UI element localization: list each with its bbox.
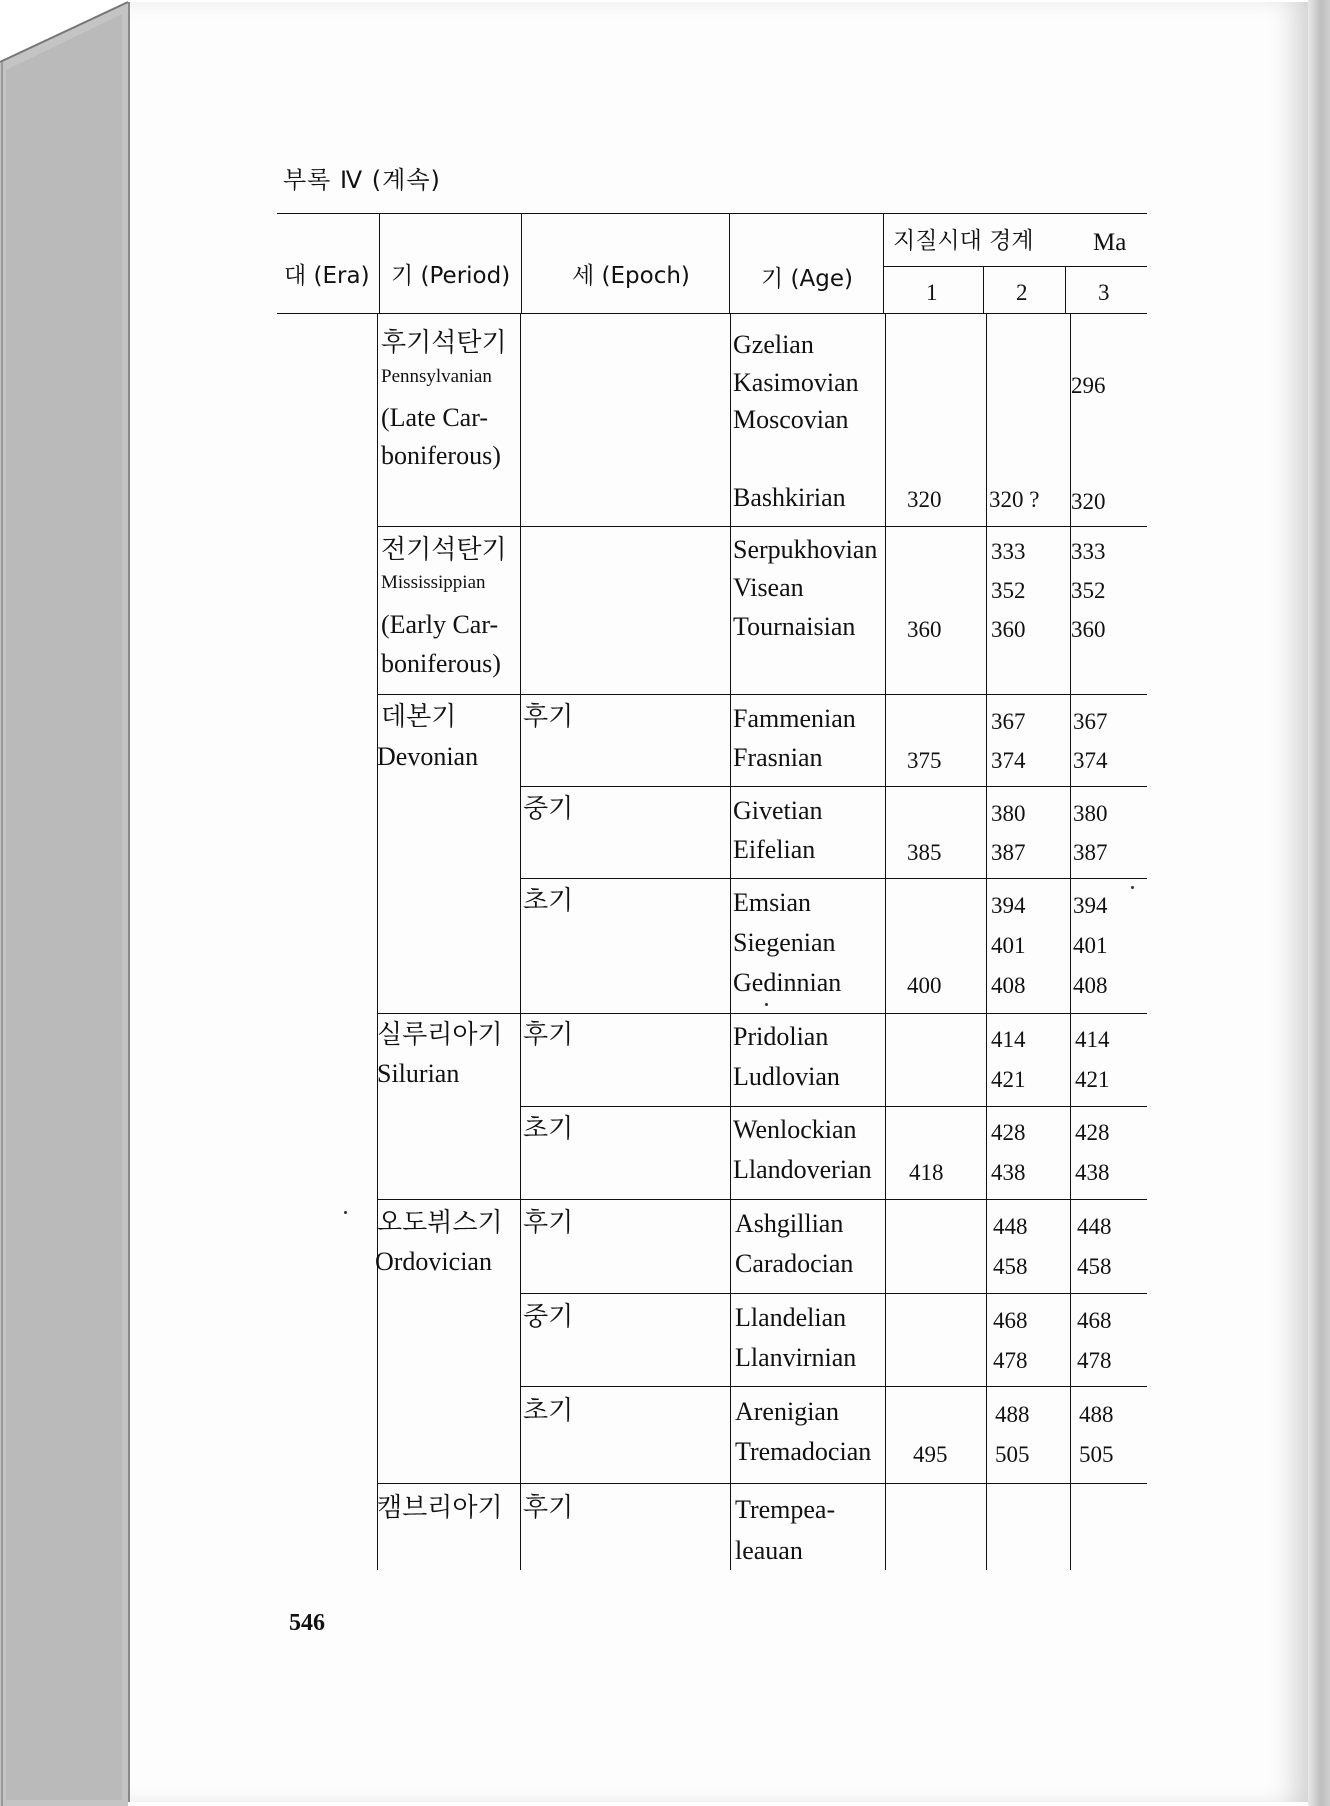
value-cell: 360: [991, 617, 1026, 642]
value-cell: 360: [1071, 617, 1106, 642]
value-cell: 385: [907, 840, 942, 865]
value-cell: 401: [1073, 933, 1108, 958]
age-emsian: Emsian: [733, 888, 811, 917]
value-cell: 360: [907, 617, 942, 642]
value-cell: 468: [993, 1308, 1028, 1333]
value-cell: 414: [1075, 1027, 1110, 1052]
value-cell: 367: [991, 709, 1026, 734]
period-early-carb-ko: 전기석탄기: [381, 535, 507, 565]
value-cell: 438: [1075, 1160, 1110, 1185]
value-cell: 458: [993, 1254, 1028, 1279]
value-cell: 478: [993, 1348, 1028, 1373]
value-cell: 387: [1073, 840, 1108, 865]
page-heading: 부록 Ⅳ (계속): [283, 166, 441, 194]
age-ludlovian: Ludlovian: [733, 1062, 840, 1091]
period-early-carb-paren1: (Early Car-: [381, 610, 499, 639]
age-bashkirian: Bashkirian: [733, 483, 846, 512]
value-cell: 505: [995, 1442, 1030, 1467]
header-epoch: 세 (Epoch): [572, 263, 690, 289]
period-cambrian-ko: 캠브리아기: [377, 1493, 503, 1523]
value-cell: 387: [991, 840, 1026, 865]
epoch-devonian-late: 후기: [523, 702, 574, 732]
value-cell: 320: [1071, 489, 1106, 514]
value-cell: 400: [907, 973, 942, 998]
page-edge-shadow: [1308, 0, 1330, 1806]
value-cell: 428: [1075, 1120, 1110, 1145]
epoch-ordovician-middle: 중기: [523, 1302, 574, 1332]
value-cell: 408: [1073, 973, 1108, 998]
value-cell: 478: [1077, 1348, 1112, 1373]
value-cell: 421: [991, 1067, 1026, 1092]
header-ma: Ma: [1093, 229, 1127, 256]
value-cell: 495: [913, 1442, 948, 1467]
age-arenigian: Arenigian: [735, 1397, 839, 1426]
age-eifelian: Eifelian: [733, 835, 816, 864]
header-boundary: 지질시대 경계: [893, 228, 1034, 254]
speck: [1131, 886, 1134, 889]
value-cell: 352: [991, 578, 1026, 603]
age-wenlockian: Wenlockian: [733, 1115, 857, 1144]
value-cell: 320: [907, 487, 942, 512]
period-ordovician-ko: 오도뷔스기: [377, 1208, 503, 1238]
value-cell: 428: [991, 1120, 1026, 1145]
value-cell: 488: [1079, 1402, 1114, 1427]
age-gedinnian: Gedinnian: [733, 968, 842, 997]
value-cell: 367: [1073, 709, 1108, 734]
age-pridolian: Pridolian: [733, 1022, 829, 1051]
header-age: 기 (Age): [761, 266, 853, 292]
value-cell: 352: [1071, 578, 1106, 603]
period-silurian-en: Silurian: [377, 1059, 460, 1088]
value-cell: 374: [1073, 748, 1108, 773]
value-cell: 375: [907, 748, 942, 773]
age-kasimovian: Kasimovian: [733, 368, 859, 397]
speck: [765, 1003, 768, 1006]
age-trempea-1: Trempea-: [735, 1495, 836, 1524]
value-cell: 414: [991, 1027, 1026, 1052]
value-cell: 408: [991, 973, 1026, 998]
age-llandoverian: Llandoverian: [733, 1155, 872, 1184]
age-frasnian: Frasnian: [733, 743, 823, 772]
age-tremadocian: Tremadocian: [735, 1437, 872, 1466]
period-late-carb-paren1: (Late Car-: [381, 403, 489, 432]
period-devonian-ko: 데본기: [381, 702, 457, 732]
value-cell: 374: [991, 748, 1026, 773]
period-ordovician-en: Ordovician: [375, 1247, 492, 1276]
epoch-silurian-late: 후기: [523, 1020, 574, 1050]
age-ashgillian: Ashgillian: [735, 1209, 844, 1238]
value-cell: 380: [1073, 801, 1108, 826]
value-cell: 394: [1073, 893, 1108, 918]
age-tournaisian: Tournaisian: [733, 612, 856, 641]
value-cell: 505: [1079, 1442, 1114, 1467]
header-period: 기 (Period): [391, 263, 511, 289]
age-siegenian: Siegenian: [733, 928, 836, 957]
page-number: 546: [289, 1610, 325, 1636]
value-cell: 421: [1075, 1067, 1110, 1092]
epoch-devonian-middle: 중기: [523, 794, 574, 824]
epoch-silurian-early: 초기: [523, 1114, 574, 1144]
period-devonian-en: Devonian: [377, 742, 479, 771]
epoch-devonian-early: 초기: [523, 886, 574, 916]
header-col3: 3: [1098, 280, 1110, 305]
value-cell: 418: [909, 1160, 944, 1185]
age-givetian: Givetian: [733, 796, 823, 825]
value-cell: 448: [1077, 1214, 1112, 1239]
value-cell: 380: [991, 801, 1026, 826]
value-cell: 458: [1077, 1254, 1112, 1279]
period-early-carb-paren2: boniferous): [381, 649, 501, 678]
age-fammenian: Fammenian: [733, 704, 856, 733]
period-silurian-ko: 실루리아기: [377, 1020, 503, 1050]
value-cell: 488: [995, 1402, 1030, 1427]
period-early-carb-en: Mississippian: [381, 572, 486, 593]
value-cell: 401: [991, 933, 1026, 958]
value-cell: 448: [993, 1214, 1028, 1239]
value-cell: 333: [991, 539, 1026, 564]
age-gzelian: Gzelian: [733, 330, 814, 359]
value-cell: 394: [991, 893, 1026, 918]
age-llanvirnian: Llanvirnian: [735, 1343, 857, 1372]
epoch-cambrian-late: 후기: [523, 1493, 574, 1523]
period-late-carb-ko: 후기석탄기: [381, 328, 507, 358]
header-col2: 2: [1016, 280, 1028, 305]
age-llandelian: Llandelian: [735, 1303, 847, 1332]
book-spine: [0, 0, 140, 1806]
period-late-carb-en: Pennsylvanian: [381, 366, 492, 387]
age-caradocian: Caradocian: [735, 1249, 854, 1278]
header-col1: 1: [926, 280, 938, 305]
value-cell: 320 ?: [989, 487, 1040, 512]
age-visean: Visean: [733, 573, 804, 602]
value-cell: 296: [1071, 373, 1106, 398]
epoch-ordovician-early: 초기: [523, 1396, 574, 1426]
value-cell: 333: [1071, 539, 1106, 564]
age-moscovian: Moscovian: [733, 405, 849, 434]
value-cell: 468: [1077, 1308, 1112, 1333]
period-late-carb-paren2: boniferous): [381, 441, 501, 470]
header-era: 대 (Era): [284, 263, 370, 289]
age-serpukhovian: Serpukhovian: [733, 535, 878, 564]
epoch-ordovician-late: 후기: [523, 1208, 574, 1238]
value-cell: 438: [991, 1160, 1026, 1185]
speck: [344, 1211, 347, 1214]
age-trempea-2: leauan: [735, 1536, 803, 1565]
